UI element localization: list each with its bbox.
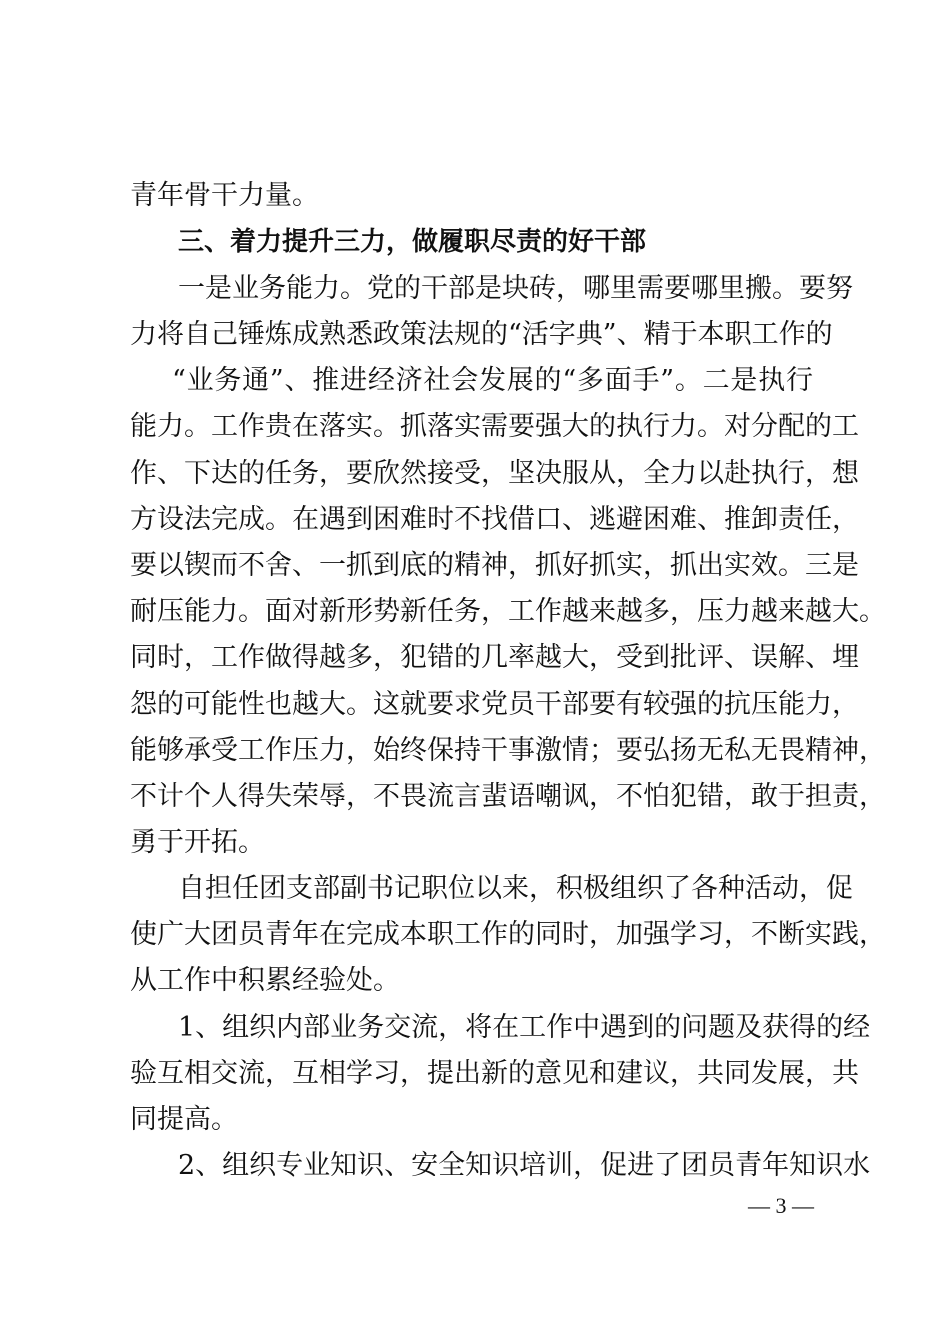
text-line-1: 青年骨干力量。 — [130, 180, 319, 211]
text-line-12: 怨的可能性也越大。这就要求党员干部要有较强的抗压能力， — [130, 689, 859, 720]
text-line-6: 能力。工作贵在落实。抓落实需要强大的执行力。对分配的工 — [130, 411, 859, 442]
text-line-5: “业务通”、推进经济社会发展的“多面手”。二是执行 — [172, 365, 813, 396]
text-line-18: 从工作中积累经验处。 — [130, 965, 400, 996]
text-line-3: 一是业务能力。党的干部是块砖，哪里需要哪里搬。要努 — [178, 273, 853, 304]
text-line-21: 同提高。 — [130, 1104, 238, 1135]
text-line-14: 不计个人得失荣辱，不畏流言蜚语嘲讽，不怕犯错，敢于担责， — [130, 781, 886, 812]
text-line-10: 耐压能力。面对新形势新任务，工作越来越多，压力越来越大。 — [130, 596, 886, 627]
text-line-19: 1、组织内部业务交流，将在工作中遇到的问题及获得的经 — [178, 1012, 871, 1043]
text-line-22: 2、组织专业知识、安全知识培训，促进了团员青年知识水 — [178, 1150, 871, 1181]
page-number: — 3 — — [748, 1193, 814, 1218]
text-line-8: 方设法完成。在遇到困难时不找借口、逃避困难、推卸责任， — [130, 504, 859, 535]
section-heading: 三、着力提升三力，做履职尽责的好干部 — [178, 227, 647, 257]
text-line-11: 同时，工作做得越多，犯错的几率越大，受到批评、误解、埋 — [130, 642, 859, 673]
text-line-7: 作、下达的任务，要欣然接受，坚决服从，全力以赴执行，想 — [130, 458, 859, 489]
text-line-16: 自担任团支部副书记职位以来，积极组织了各种活动，促 — [178, 873, 853, 904]
text-line-17: 使广大团员青年在完成本职工作的同时，加强学习，不断实践， — [130, 919, 886, 950]
text-line-9: 要以锲而不舍、一抓到底的精神，抓好抓实，抓出实效。三是 — [130, 550, 859, 581]
text-line-20: 验互相交流，互相学习，提出新的意见和建议，共同发展，共 — [130, 1058, 859, 1089]
text-line-4: 力将自己锤炼成熟悉政策法规的“活字典”、精于本职工作的 — [130, 319, 833, 350]
text-line-13: 能够承受工作压力，始终保持干事激情；要弘扬无私无畏精神， — [130, 735, 886, 766]
text-line-15: 勇于开拓。 — [130, 827, 265, 858]
